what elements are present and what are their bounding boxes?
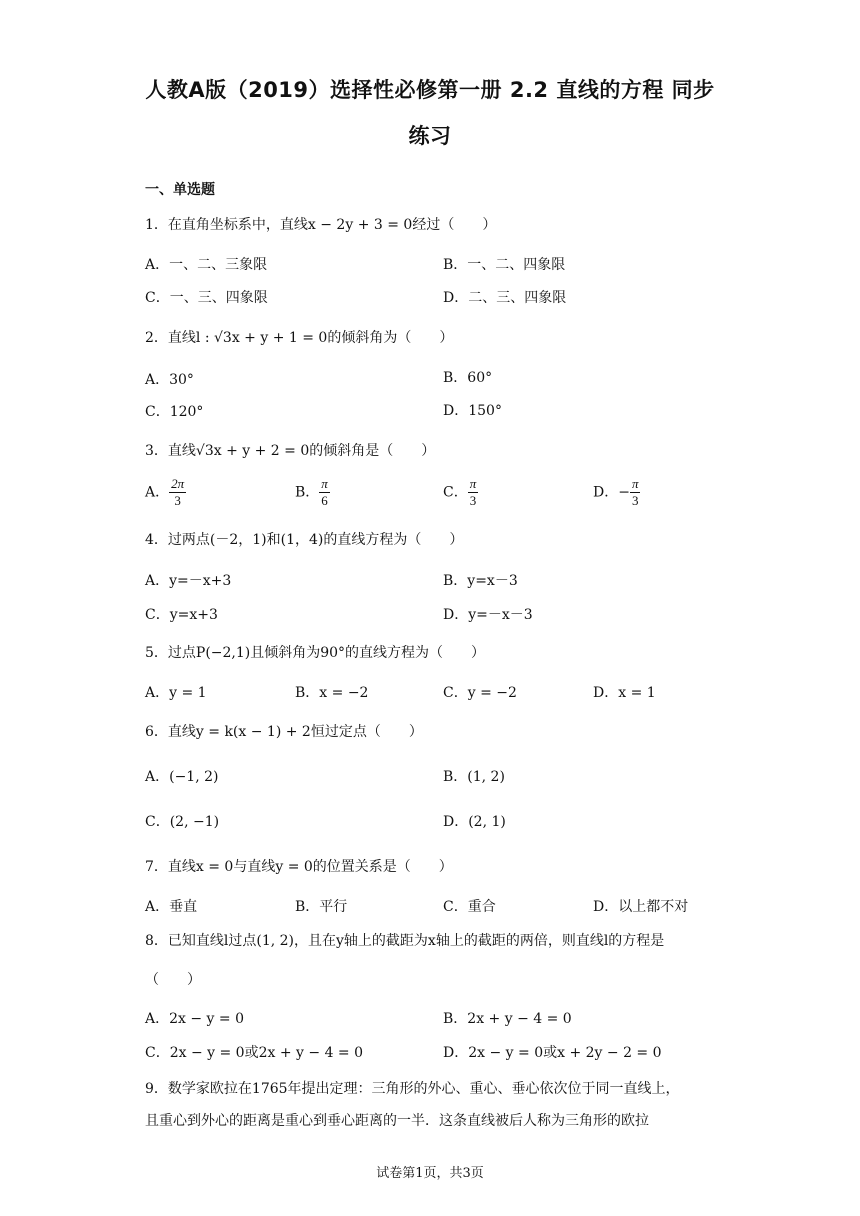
fraction [630,476,641,509]
question-8-option-c[interactable]: C．2x − y = 0或2x + y − 4 = 0 [145,1045,364,1061]
option-label: A． [145,484,170,501]
question-5-stem: 5．过点P(−2,1)且倾斜角为90°的直线方程为（ ） [145,645,486,661]
option-label: B． [295,484,320,501]
question-9-stem-continued: 且重心到外心的距离是重心到垂心距离的一半．这条直线被后人称为三角形的欧拉 [145,1113,649,1129]
option-label: C． [443,484,468,501]
page-title: 人教A版（2019）选择性必修第一册 2.2 直线的方程 同步 [145,78,715,102]
question-7-option-b[interactable]: B．平行 [295,899,348,915]
question-2-option-d[interactable]: D．150° [443,403,502,419]
question-1-option-c[interactable]: C．一、三、四象限 [145,290,268,306]
question-4-option-b[interactable]: B．y=x－3 [443,573,518,589]
question-6-option-a[interactable]: A．(−1, 2) [145,769,219,785]
question-7-option-d[interactable]: D．以上都不对 [593,899,689,915]
question-1-stem: 1．在直角坐标系中，直线x − 2y + 3 = 0经过（ ） [145,217,497,233]
question-4-option-a[interactable]: A．y=－x+3 [145,573,232,589]
numerator: π [321,476,328,491]
question-5-option-b[interactable]: B．x = −2 [295,685,369,701]
question-4-option-d[interactable]: D．y=－x－3 [443,607,533,623]
fraction [468,476,479,509]
question-1-option-a[interactable]: A．一、二、三象限 [145,257,268,273]
section-heading: 一、单选题 [145,182,215,198]
fraction [319,476,330,509]
question-2-stem: 2．直线l : √3x + y + 1 = 0的倾斜角为（ ） [145,330,454,346]
question-6-option-c[interactable]: C．(2, −1) [145,814,220,830]
minus-sign: − [618,484,630,501]
question-7-option-c[interactable]: C．重合 [443,899,496,915]
question-5-option-d[interactable]: D．x = 1 [593,685,656,701]
question-3-option-b[interactable] [295,476,330,509]
question-8-option-b[interactable]: B．2x + y − 4 = 0 [443,1011,572,1027]
question-4-stem: 4．过两点(－2，1)和(1，4)的直线方程为（ ） [145,532,464,548]
question-8-stem-continued: （ ） [145,972,201,988]
numerator: 2π [171,476,185,491]
question-3-option-a[interactable] [145,476,186,509]
question-7-stem: 7．直线x = 0与直线y = 0的位置关系是（ ） [145,859,453,875]
question-1-option-d[interactable]: D．二、三、四象限 [443,290,567,306]
denominator: 3 [631,493,639,508]
numerator: π [469,476,477,491]
question-6-option-b[interactable]: B．(1, 2) [443,769,505,785]
question-2-option-c[interactable]: C．120° [145,404,204,420]
numerator: π [631,476,639,491]
question-8-option-a[interactable]: A．2x − y = 0 [145,1011,244,1027]
question-5-option-c[interactable]: C．y = −2 [443,685,517,701]
page-title-continued: 练习 [408,124,452,148]
page-footer: 试卷第1页，共3页 [376,1166,484,1181]
denominator: 6 [321,493,328,508]
question-3-option-d[interactable] [593,476,640,509]
question-6-option-d[interactable]: D．(2, 1) [443,814,506,830]
question-4-option-c[interactable]: C．y=x+3 [145,607,218,623]
denominator: 3 [469,493,477,508]
question-2-option-a[interactable]: A．30° [145,372,194,388]
question-9-stem: 9．数学家欧拉在1765年提出定理：三角形的外心、重心、垂心依次位于同一直线上， [145,1081,680,1097]
option-label: D． [593,484,619,501]
denominator: 3 [174,493,181,508]
question-1-option-b[interactable]: B．一、二、四象限 [443,257,566,273]
question-3-option-c[interactable] [443,476,478,509]
question-5-option-a[interactable]: A．y = 1 [145,685,207,701]
question-8-stem: 8．已知直线l过点(1, 2)，且在y轴上的截距为x轴上的截距的两倍，则直线l的方程是 [145,933,665,949]
question-6-stem: 6．直线y = k(x − 1) + 2恒过定点（ ） [145,724,423,740]
question-3-stem: 3．直线√3x + y + 2 = 0的倾斜角是（ ） [145,443,436,459]
question-2-option-b[interactable]: B．60° [443,370,493,386]
fraction [169,476,186,509]
question-8-option-d[interactable]: D．2x − y = 0或x + 2y − 2 = 0 [443,1045,662,1061]
question-7-option-a[interactable]: A．垂直 [145,899,198,915]
